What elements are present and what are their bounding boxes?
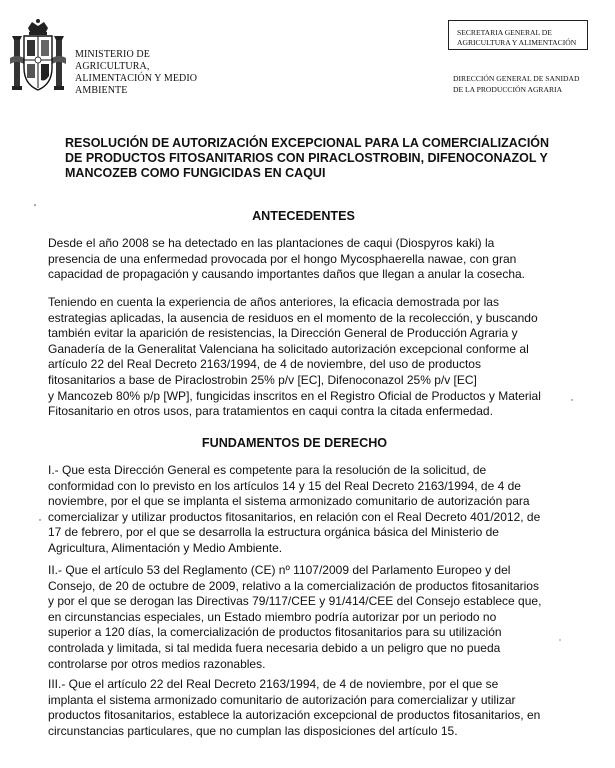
- text-line: en circunstancias especiales, un Estado miembro podría autorizar por un periodo no: [48, 609, 497, 624]
- ministry-name: [75, 49, 215, 97]
- text-line: implanta el sistema armonizado comunitario de autorización para comercializar y utilizar: [48, 692, 516, 707]
- antecedentes-heading: ANTECEDENTES: [252, 209, 355, 223]
- fundamentos-heading: FUNDAMENTOS DE DERECHO: [201, 436, 388, 450]
- ministry-line: AGRICULTURA,: [75, 61, 150, 72]
- secretaria-line: AGRICULTURA Y ALIMENTACIÓN: [457, 38, 577, 47]
- text-line: III.- Que el artículo 22 del Real Decreto 2163/1994, de 4 de noviembre, por el que se: [48, 677, 499, 691]
- text-line: estrategias aplicadas, la ausencia de residuos en el momento de la recolección, y buscando: [48, 310, 538, 325]
- fundamento-2: [48, 563, 568, 672]
- text-line: Teniendo en cuenta la experiencia de años anteriores, la eficacia demostrada por las: [48, 295, 499, 309]
- direccion-line: DE LA PRODUCCIÓN AGRARIA: [453, 85, 563, 94]
- text-line: Agricultura, Alimentación y Medio Ambiente.: [48, 540, 283, 555]
- direccion-line: DIRECCIÓN GENERAL DE SANIDAD: [453, 74, 580, 83]
- ministry-line: ALIMENTACIÓN Y MEDIO: [75, 73, 198, 84]
- title-line: DE PRODUCTOS FITOSANITARIOS CON PIRACLOSTROBIN, DIFENOCONAZOL Y: [65, 151, 548, 165]
- title-line: RESOLUCIÓN DE AUTORIZACIÓN EXCEPCIONAL PARA LA COMERCIALIZACIÓN: [65, 136, 550, 150]
- text-line: superior a 120 días, la comercialización de productos fitosanitarios para su utilización: [48, 625, 502, 640]
- document-title: [65, 136, 565, 181]
- text-line: y por el que se derogan las Directivas 79/117/CEE y 91/414/CEE del Consejo establece que,: [48, 594, 542, 609]
- text-line: I.- Que esta Dirección General es competente para la resolución de la solicitud, de: [48, 463, 487, 477]
- text-line: Fitosanitario en otros usos, para tratamientos en caqui contra la citada enfermedad.: [48, 404, 493, 419]
- secretaria-box: [448, 20, 588, 50]
- text-line: fitosanitarios a base de Piraclostrobin 25% p/v [EC], Difenoconazol 25% p/v [EC]: [48, 372, 477, 387]
- direccion-general: [453, 73, 603, 95]
- antecedentes-paragraph-1: [48, 236, 568, 283]
- text-line: capacidad de propagación y causando importantes daños que llegan a anular la cosecha.: [48, 267, 525, 282]
- text-line: también evitar la aparición de resistencias, la Dirección General de Producción Agraria y: [48, 326, 518, 341]
- text-line: circunstancias particulares, que no cumplan las disposiciones del artículo 15.: [48, 723, 458, 738]
- title-line: MANCOZEB COMO FUNGICIDAS EN CAQUI: [65, 166, 326, 180]
- text-line: Ganadería de la Generalitat Valenciana ha solicitado autorización excepcional conforme al: [48, 341, 529, 356]
- text-line: productos fitosanitarios, establece la autorización excepcional de productos fitosanitarios, en: [48, 708, 541, 723]
- text-line: comercializar y utilizar productos fitosanitarios, en relación con el Real Decreto 401/2012, de: [48, 509, 541, 524]
- fundamento-3: [48, 677, 568, 739]
- text-line: noviembre, por el que se implanta el sistema armonizado comunitario de autorización para: [48, 494, 530, 509]
- text-line: Desde el año 2008 se ha detectado en las plantaciones de caqui (Diospyros kaki) la: [48, 236, 495, 250]
- text-line: controlarse por otros medios razonables.: [48, 656, 266, 671]
- secretaria-line: SECRETARIA GENERAL DE: [457, 28, 552, 37]
- text-line: controlada y limitada, si tal medida fuera necesaria debido a un peligro que no pueda: [48, 640, 501, 655]
- ministry-line: AMBIENTE: [75, 85, 128, 96]
- ministry-line: MINISTERIO DE: [75, 49, 150, 60]
- text-line: y Mancozeb 80% p/p [WP], fungicidas inscritos en el Registro Oficial de Productos y Material: [48, 388, 541, 403]
- text-line: II.- Que el artículo 53 del Reglamento (CE) nº 1107/2009 del Parlamento Europeo y del: [48, 563, 511, 577]
- text-line: Consejo, de 20 de octubre de 2009, relativo a la comercialización de productos fitosanitarios: [48, 578, 539, 593]
- fundamento-1: [48, 463, 568, 557]
- text-line: artículo 22 del Real Decreto 2163/1994, de 4 de noviembre, del uso de productos: [48, 357, 481, 372]
- coat-of-arms-icon: [10, 18, 66, 98]
- antecedentes-paragraph-2: [48, 295, 568, 420]
- text-line: 17 de febrero, por el que se desarrolla la estructura orgánica básica del Ministerio de: [48, 525, 499, 540]
- text-line: presencia de una enfermedad provocada por el hongo Mycosphaerella nawae, con gran: [48, 251, 517, 266]
- text-line: conformidad con lo previsto en los artículos 14 y 15 del Real Decreto 2163/1994, de 4 de: [48, 478, 521, 493]
